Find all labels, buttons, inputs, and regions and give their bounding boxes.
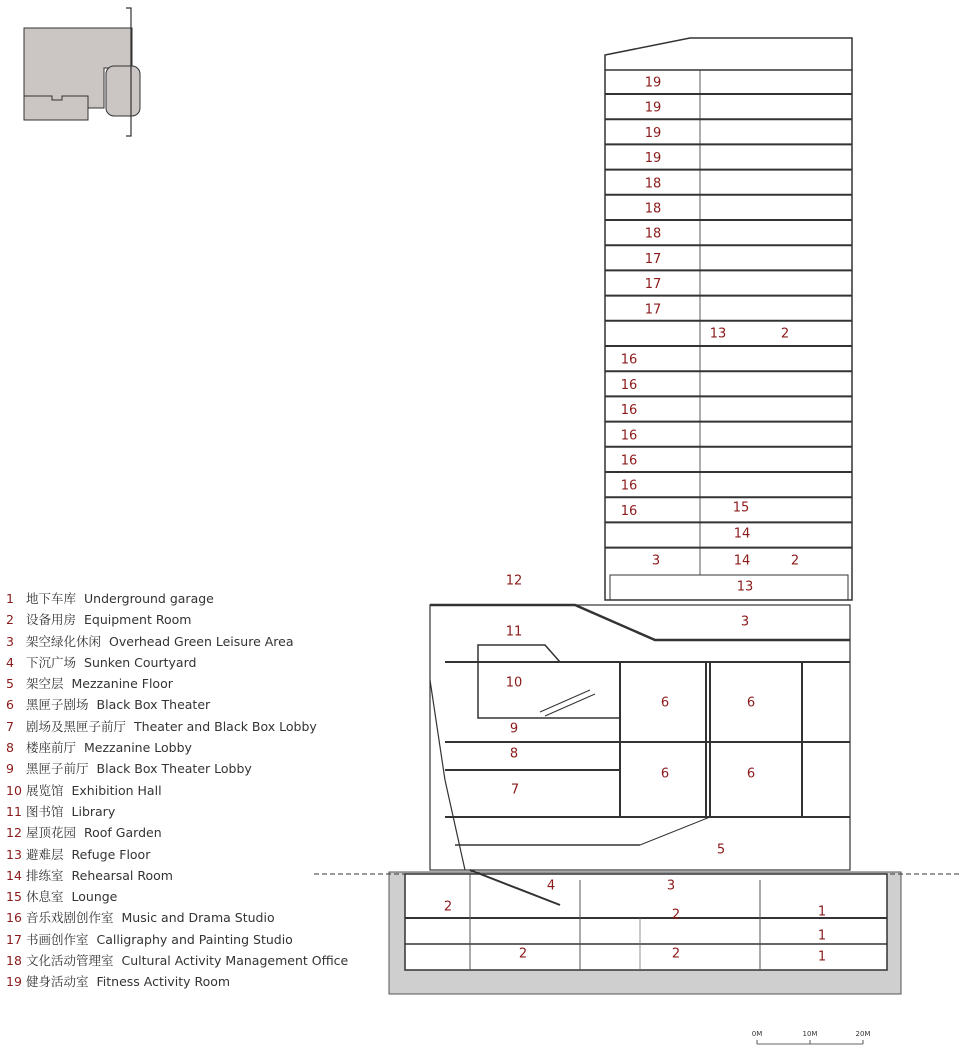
label-rehearsal-upper-14: 14 <box>733 526 751 542</box>
label-equipment-2-d: 2 <box>671 946 681 962</box>
tower-floor-label: 19 <box>644 75 662 91</box>
legend-chinese-label: 设备用房 <box>26 612 77 628</box>
black-box-lower-right <box>710 742 802 817</box>
legend-item <box>6 758 348 779</box>
tower-floor-label: 18 <box>644 201 662 217</box>
legend <box>6 588 348 993</box>
tower-floor-label: 16 <box>620 478 638 494</box>
podium-facade-slant <box>430 680 465 870</box>
legend-number: 14 <box>6 867 22 883</box>
legend-english-label: Sunken Courtyard <box>84 654 197 670</box>
legend-chinese-label: 避难层 <box>26 846 64 862</box>
label-rehearsal-lower-3: 3 <box>651 553 661 569</box>
legend-item <box>6 609 348 630</box>
label-black-box-6-b: 6 <box>746 695 756 711</box>
legend-english-label: Black Box Theater Lobby <box>96 761 252 777</box>
label-bb-lobby-9: 9 <box>509 721 519 737</box>
label-mezz-lobby-8: 8 <box>509 746 519 762</box>
label-equipment-2-c: 2 <box>518 946 528 962</box>
label-black-box-6-c: 6 <box>660 766 670 782</box>
basement-interior <box>405 874 887 970</box>
legend-item <box>6 950 348 971</box>
legend-chinese-label: 架空层 <box>26 676 64 692</box>
legend-english-label: Theater and Black Box Lobby <box>134 718 317 734</box>
legend-number: 2 <box>6 612 14 628</box>
legend-number: 8 <box>6 740 14 756</box>
legend-english-label: Roof Garden <box>84 825 162 841</box>
label-library-11: 11 <box>505 624 523 640</box>
legend-english-label: Exhibition Hall <box>71 782 162 798</box>
legend-item <box>6 929 348 950</box>
legend-number: 15 <box>6 889 22 905</box>
scale-label-0m: 0M <box>751 1030 763 1038</box>
legend-english-label: Lounge <box>71 889 118 905</box>
tower-floor-label: 16 <box>620 377 638 393</box>
key-plan <box>24 8 140 136</box>
tower-floor-lines <box>605 94 852 548</box>
legend-chinese-label: 展览馆 <box>26 782 64 798</box>
legend-number: 4 <box>6 654 14 670</box>
label-black-box-6-d: 6 <box>746 766 756 782</box>
label-theater-lobby-7: 7 <box>510 782 520 798</box>
legend-chinese-label: 架空绿化休闲 <box>26 633 102 649</box>
legend-item <box>6 886 348 907</box>
legend-english-label: Mezzanine Floor <box>71 676 173 692</box>
key-plan-block-south <box>24 96 88 120</box>
legend-number: 3 <box>6 633 14 649</box>
label-equipment-2-a: 2 <box>443 899 453 915</box>
legend-chinese-label: 休息室 <box>26 889 64 905</box>
legend-english-label: Library <box>71 803 116 819</box>
legend-english-label: Equipment Room <box>84 612 192 628</box>
legend-number: 13 <box>6 846 22 862</box>
legend-chinese-label: 黑匣子前厅 <box>26 761 89 777</box>
legend-chinese-label: 剧场及黑匣子前厅 <box>26 718 127 734</box>
tower-crown <box>605 38 852 70</box>
refuge-band-lower <box>610 575 848 600</box>
tower-floor-label: 16 <box>620 352 638 368</box>
legend-number: 9 <box>6 761 14 777</box>
legend-item <box>6 673 348 694</box>
label-sunken-4: 4 <box>546 878 556 894</box>
label-basement-green-3: 3 <box>666 878 676 894</box>
mezzanine-slope <box>640 817 850 845</box>
legend-english-label: Refuge Floor <box>71 846 151 862</box>
legend-item <box>6 844 348 865</box>
label-refuge-upper-2: 2 <box>780 326 790 342</box>
legend-english-label: Music and Drama Studio <box>121 910 275 926</box>
legend-chinese-label: 地下车库 <box>26 591 77 606</box>
podium <box>430 605 850 905</box>
tower-floor-label: 17 <box>644 277 662 293</box>
tower-floor-labels <box>621 76 662 519</box>
tower-floor-label: 16 <box>620 503 638 519</box>
legend-number: 16 <box>6 910 22 926</box>
legend-item <box>6 780 348 801</box>
label-garage-1-b: 1 <box>817 928 827 944</box>
legend-number: 6 <box>6 697 14 713</box>
tower-floor-label: 19 <box>644 100 662 116</box>
key-plan-block-east <box>106 66 140 116</box>
legend-item <box>6 588 348 609</box>
legend-chinese-label: 书画创作室 <box>26 931 89 947</box>
label-roof-garden-12: 12 <box>505 573 523 589</box>
legend-item <box>6 737 348 758</box>
legend-english-label: Underground garage <box>84 591 214 606</box>
legend-chinese-label: 文化活动管理室 <box>26 953 114 969</box>
label-overhead-green-3: 3 <box>740 614 750 630</box>
legend-chinese-label: 楼座前厅 <box>26 740 77 756</box>
legend-number: 7 <box>6 718 14 734</box>
label-mezzanine-5: 5 <box>716 842 726 858</box>
tower-floor-label: 19 <box>644 151 662 167</box>
legend-item <box>6 907 348 928</box>
label-equipment-2-b: 2 <box>671 907 681 923</box>
label-refuge-upper-13: 13 <box>709 326 727 342</box>
legend-number: 12 <box>6 825 22 841</box>
legend-chinese-label: 健身活动室 <box>26 974 89 990</box>
legend-english-label: Fitness Activity Room <box>96 974 231 990</box>
legend-chinese-label: 下沉广场 <box>26 654 77 670</box>
label-garage-1-c: 1 <box>817 949 827 965</box>
legend-item <box>6 801 348 822</box>
label-exhibition-10: 10 <box>505 675 523 691</box>
label-black-box-6-a: 6 <box>660 695 670 711</box>
legend-english-label: Cultural Activity Management Office <box>121 953 349 969</box>
tower-floor-label: 17 <box>644 302 662 318</box>
label-garage-1-a: 1 <box>817 904 827 920</box>
black-box-upper-right <box>710 662 802 742</box>
legend-english-label: Calligraphy and Painting Studio <box>96 931 293 947</box>
tower <box>605 38 852 600</box>
legend-english-label: Black Box Theater <box>96 697 211 713</box>
legend-number: 19 <box>6 974 22 990</box>
label-rehearsal-lower-14: 14 <box>733 553 751 569</box>
tower-floor-label: 17 <box>644 251 662 267</box>
tower-floor-label: 19 <box>644 125 662 141</box>
tower-outline <box>605 70 852 600</box>
legend-number: 18 <box>6 953 22 969</box>
tower-floor-label: 18 <box>644 226 662 242</box>
label-rehearsal-lower-2: 2 <box>790 553 800 569</box>
label-lounge-15: 15 <box>732 500 750 516</box>
legend-chinese-label: 屋顶花园 <box>26 825 77 841</box>
tower-floor-label: 16 <box>620 403 638 419</box>
legend-item <box>6 652 348 673</box>
tower-floor-label: 16 <box>620 428 638 444</box>
legend-number: 17 <box>6 931 22 947</box>
legend-chinese-label: 图书馆 <box>26 803 64 819</box>
legend-item <box>6 971 348 992</box>
legend-number: 1 <box>6 591 14 606</box>
legend-item <box>6 631 348 652</box>
legend-number: 5 <box>6 676 14 692</box>
legend-english-label: Overhead Green Leisure Area <box>109 633 294 649</box>
scale-label-10m: 10M <box>802 1030 818 1038</box>
exhibition-stair <box>540 690 595 716</box>
legend-number: 11 <box>6 803 22 819</box>
legend-english-label: Mezzanine Lobby <box>84 740 192 756</box>
legend-chinese-label: 黑匣子剧场 <box>26 697 89 713</box>
label-refuge-lower-13: 13 <box>736 579 754 595</box>
tower-floor-label: 18 <box>644 176 662 192</box>
exhibition-hall-outline <box>478 645 620 718</box>
legend-item <box>6 822 348 843</box>
tower-floor-label: 16 <box>620 453 638 469</box>
roof-garden-slope <box>430 605 850 640</box>
legend-chinese-label: 音乐戏剧创作室 <box>26 910 114 926</box>
legend-item <box>6 694 348 715</box>
legend-chinese-label: 排练室 <box>26 867 64 883</box>
legend-item <box>6 865 348 886</box>
legend-item <box>6 716 348 737</box>
scale-bar <box>752 1030 871 1044</box>
legend-number: 10 <box>6 782 22 798</box>
scale-label-20m: 20M <box>855 1030 871 1038</box>
legend-english-label: Rehearsal Room <box>71 867 173 883</box>
